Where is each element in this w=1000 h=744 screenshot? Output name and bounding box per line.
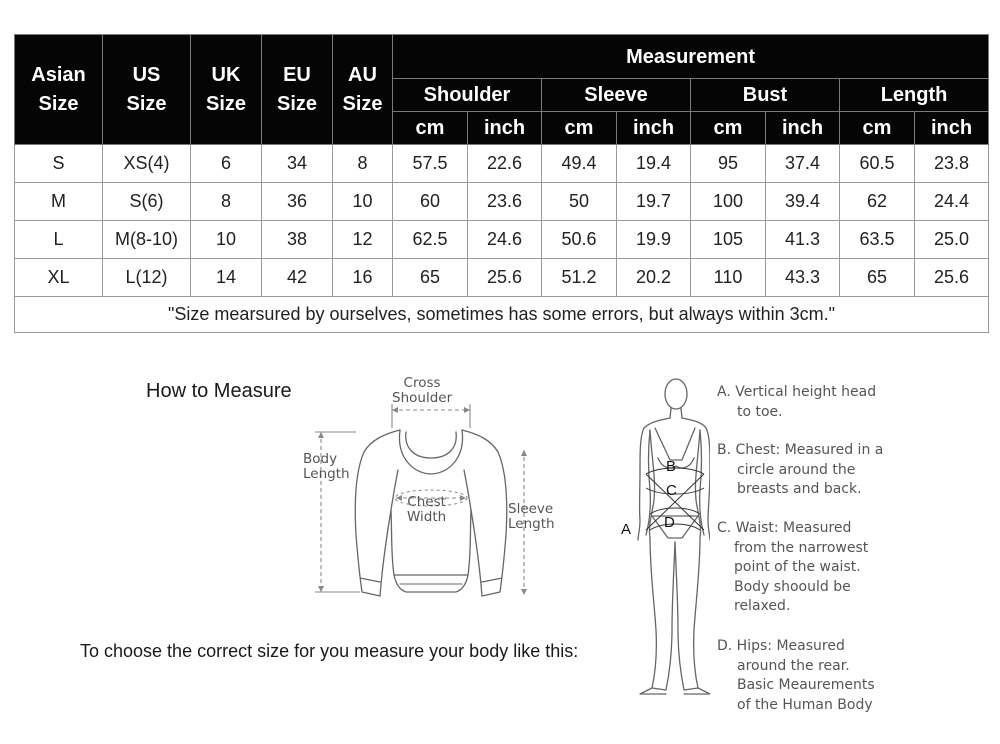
header-au-size: AU Size <box>333 35 393 145</box>
measurement-note: "Size mearsured by ourselves, sometimes has some errors, but always within 3cm." <box>15 297 989 333</box>
sweater-sketch-icon <box>296 370 566 610</box>
table-cell: 6 <box>191 145 262 183</box>
table-cell: XS(4) <box>103 145 191 183</box>
header-unit: cm <box>840 112 915 145</box>
human-body-outline-icon <box>600 370 710 700</box>
header-unit: cm <box>542 112 617 145</box>
size-chart-table <box>14 34 989 333</box>
table-cell: 62 <box>840 183 915 221</box>
table-cell: 20.2 <box>617 259 691 297</box>
table-cell: 8 <box>333 145 393 183</box>
table-cell: 19.9 <box>617 221 691 259</box>
table-cell: 105 <box>691 221 766 259</box>
description-d: D. Hips: Measured around the rear. Basic Meaurements of the Human Body <box>717 638 875 713</box>
table-cell: 25.6 <box>468 259 542 297</box>
table-cell: 41.3 <box>766 221 840 259</box>
header-unit: inch <box>468 112 542 145</box>
table-cell: 60.5 <box>840 145 915 183</box>
table-cell: S <box>15 145 103 183</box>
cross-shoulder-label: Cross Shoulder <box>392 375 453 406</box>
marker-d: D <box>664 514 675 531</box>
table-cell: 57.5 <box>393 145 468 183</box>
table-cell: 63.5 <box>840 221 915 259</box>
marker-a: A <box>621 521 632 538</box>
description-a: A. Vertical height head to toe. <box>717 384 877 420</box>
table-cell: 25.6 <box>915 259 989 297</box>
header-unit: cm <box>691 112 766 145</box>
body-length-label: Body Length <box>303 451 350 482</box>
header-bust: Bust <box>691 79 840 112</box>
table-cell: 51.2 <box>542 259 617 297</box>
choose-size-instruction: To choose the correct size for you measure your body like this: <box>80 641 579 661</box>
header-unit: inch <box>766 112 840 145</box>
table-cell: 37.4 <box>766 145 840 183</box>
table-cell: 24.4 <box>915 183 989 221</box>
header-shoulder: Shoulder <box>393 79 542 112</box>
table-cell: 50.6 <box>542 221 617 259</box>
header-unit: cm <box>393 112 468 145</box>
table-cell: 19.7 <box>617 183 691 221</box>
table-cell: 24.6 <box>468 221 542 259</box>
how-to-measure-title: How to Measure <box>146 380 292 402</box>
table-cell: 60 <box>393 183 468 221</box>
table-cell: 38 <box>262 221 333 259</box>
header-us-size: US Size <box>103 35 191 145</box>
table-cell: 23.8 <box>915 145 989 183</box>
table-cell: 36 <box>262 183 333 221</box>
table-cell: 43.3 <box>766 259 840 297</box>
table-cell: 42 <box>262 259 333 297</box>
header-length: Length <box>840 79 989 112</box>
header-measurement: Measurement <box>393 35 989 79</box>
table-cell: M(8-10) <box>103 221 191 259</box>
header-sleeve: Sleeve <box>542 79 691 112</box>
table-cell: 8 <box>191 183 262 221</box>
marker-c: C <box>666 482 677 499</box>
chest-width-label: Chest Width <box>407 494 447 525</box>
table-cell: 23.6 <box>468 183 542 221</box>
table-row <box>15 221 989 259</box>
description-b: B. Chest: Measured in a circle around the breasts and back. <box>717 442 884 497</box>
table-cell: 10 <box>191 221 262 259</box>
description-c: C. Waist: Measured from the narrowest point of the waist. Body shoould be relaxed. <box>717 520 869 614</box>
table-cell: 10 <box>333 183 393 221</box>
table-cell: S(6) <box>103 183 191 221</box>
table-cell: 100 <box>691 183 766 221</box>
table-cell: XL <box>15 259 103 297</box>
note-row <box>15 297 989 333</box>
table-cell: 16 <box>333 259 393 297</box>
table-cell: 14 <box>191 259 262 297</box>
table-cell: 49.4 <box>542 145 617 183</box>
sleeve-length-label: Sleeve Length <box>508 501 555 532</box>
table-row <box>15 259 989 297</box>
table-cell: 50 <box>542 183 617 221</box>
table-cell: 19.4 <box>617 145 691 183</box>
table-cell: 12 <box>333 221 393 259</box>
table-cell: 22.6 <box>468 145 542 183</box>
table-cell: 110 <box>691 259 766 297</box>
table-cell: 65 <box>393 259 468 297</box>
table-cell: 34 <box>262 145 333 183</box>
table-cell: 62.5 <box>393 221 468 259</box>
header-unit: inch <box>617 112 691 145</box>
header-unit: inch <box>915 112 989 145</box>
table-cell: 39.4 <box>766 183 840 221</box>
table-cell: M <box>15 183 103 221</box>
marker-b: B <box>666 458 677 475</box>
table-cell: 25.0 <box>915 221 989 259</box>
table-cell: 95 <box>691 145 766 183</box>
table-cell: 65 <box>840 259 915 297</box>
header-asian-size: Asian Size <box>15 35 103 145</box>
table-cell: L(12) <box>103 259 191 297</box>
table-row <box>15 183 989 221</box>
header-uk-size: UK Size <box>191 35 262 145</box>
table-row <box>15 145 989 183</box>
header-eu-size: EU Size <box>262 35 333 145</box>
table-cell: L <box>15 221 103 259</box>
